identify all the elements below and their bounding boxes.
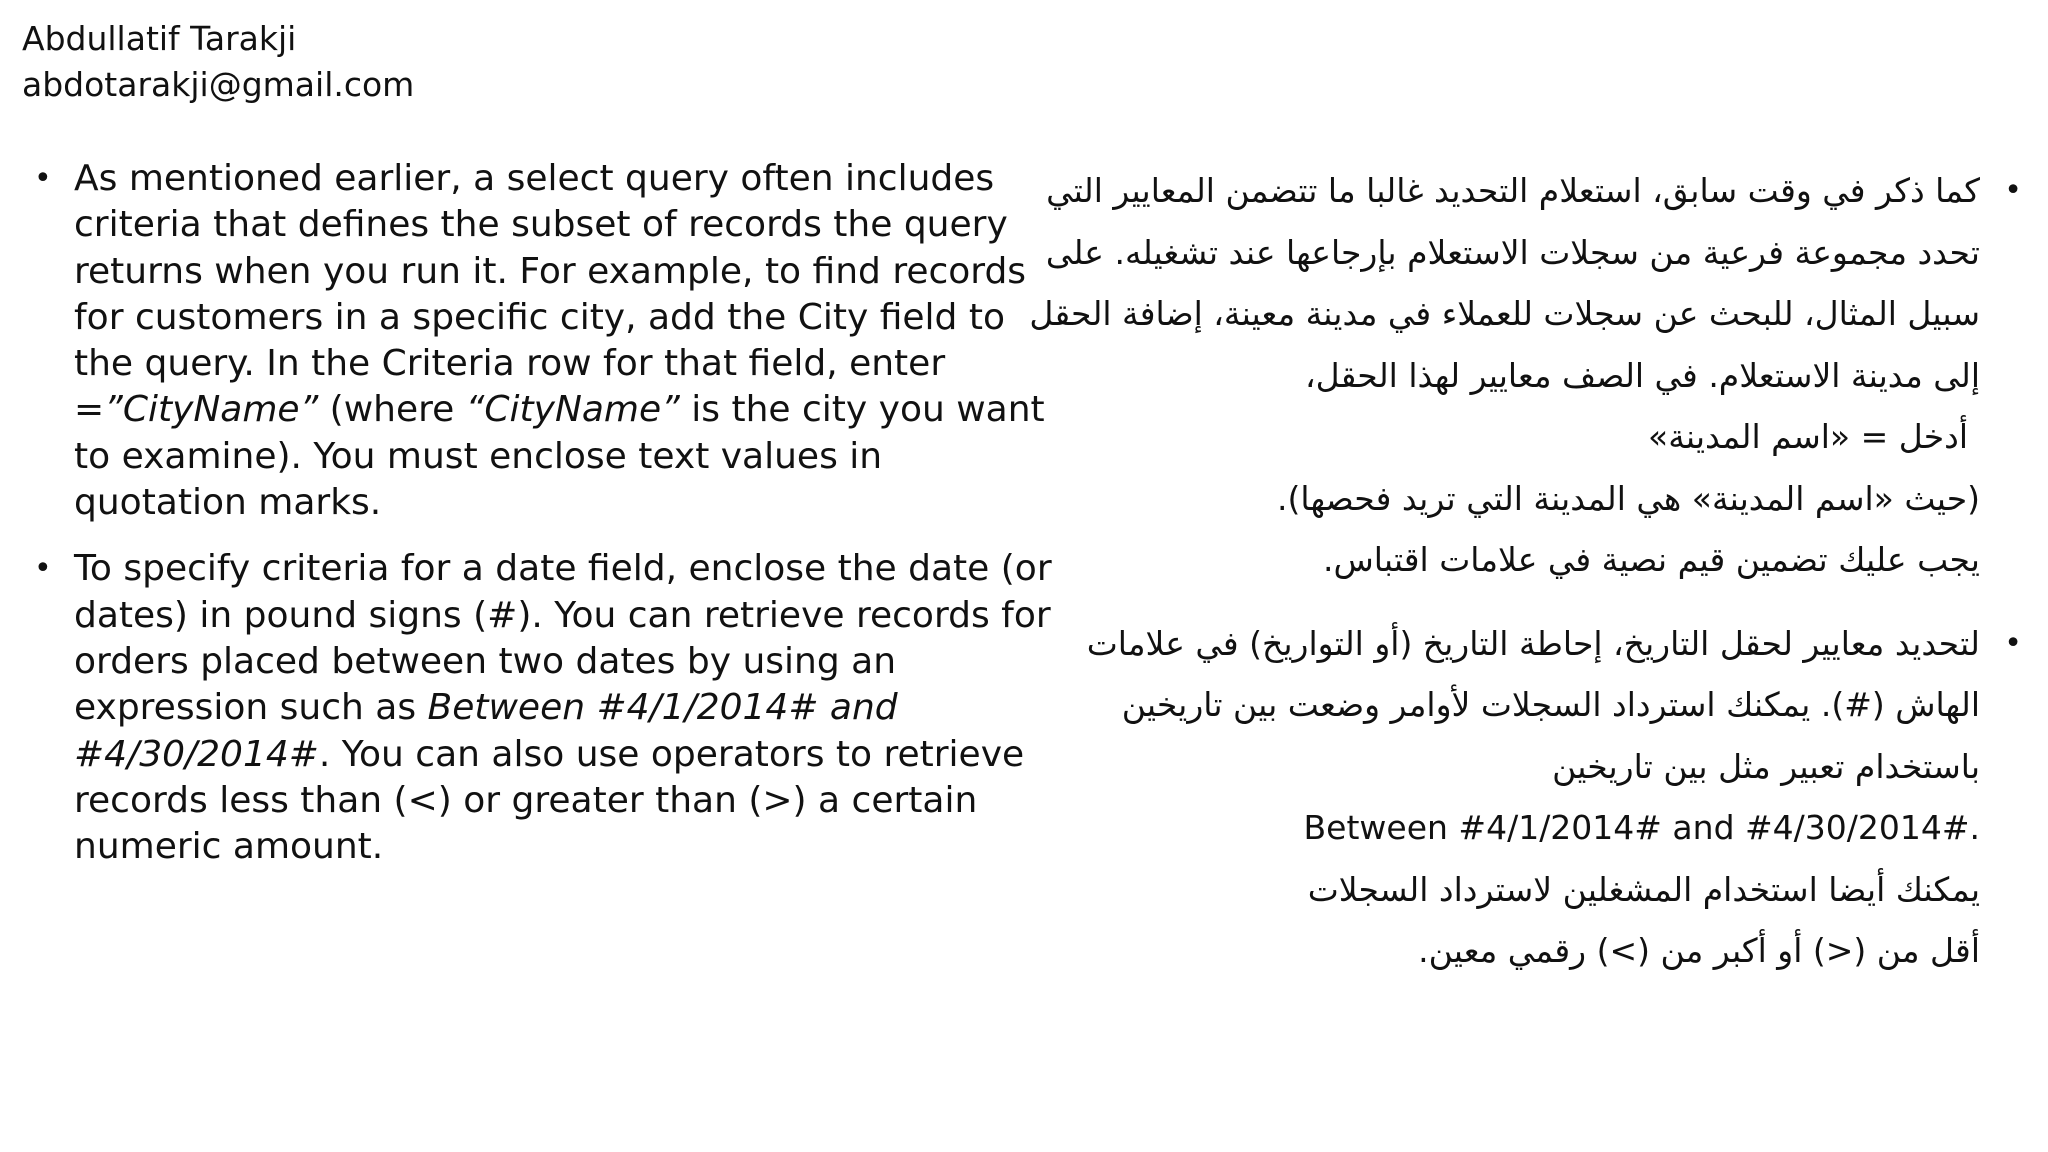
english-paragraph-2 [30, 546, 1052, 870]
english-line [74, 685, 1020, 731]
arabic-line: أقل من (<) أو أكبر من (>) رقمي معين. [1418, 931, 1980, 970]
text-segment: To specify criteria for a date field, enclose the date (or [74, 548, 1052, 590]
arabic-line: إلى مدينة الاستعلام. في الصف معايير لهذا الحقل، [1304, 355, 1980, 395]
text-segment: returns when you run it. For example, to find records [74, 250, 1027, 292]
english-line [74, 202, 1020, 248]
english-column [30, 156, 1052, 890]
text-segment: for customers in a specific city, add the City field to [74, 296, 1005, 338]
text-segment: (where [318, 389, 466, 431]
text-segment: orders placed between two dates by using an [74, 640, 897, 682]
english-line [74, 387, 1045, 433]
arabic-line: باستخدام تعبير مثل بين تاريخين [1552, 746, 1980, 786]
text-segment: criteria that defines the subset of records the query [74, 204, 1008, 246]
arabic-line [1024, 797, 1980, 859]
arabic-line: يمكنك أيضا استخدام المشغلين لاسترداد السجلات [1307, 869, 1980, 909]
english-line [74, 593, 1051, 639]
author-block [22, 16, 414, 108]
english-line [74, 639, 1020, 685]
english-paragraph-1 [30, 156, 1045, 526]
italic-text: “CityName” [465, 389, 680, 431]
english-line [74, 295, 1020, 341]
text-segment: numeric amount. [74, 826, 384, 868]
text-segment: to examine). You must enclose text values in [74, 435, 883, 477]
arabic-paragraph-1 [1024, 160, 2024, 591]
text-segment: is the city you want [679, 389, 1045, 431]
arabic-line: سبيل المثال، للبحث عن سجلات للعملاء في مدينة معينة، إضافة الحقل [1029, 294, 1980, 333]
arabic-column [1024, 160, 2024, 1004]
english-paragraph-2-text [74, 546, 1052, 870]
text-segment: the query. In the Criteria row for that field, enter [74, 343, 946, 385]
english-line [74, 546, 1052, 592]
english-line [74, 732, 1025, 778]
arabic-line: كما ذكر في وقت سابق، استعلام التحديد غالبا ما تتضمن المعايير التي [1046, 171, 1980, 210]
author-name: Abdullatif Tarakji [22, 19, 297, 58]
arabic-line: يجب عليك تضمين قيم نصية في علامات اقتباس. [1323, 540, 1980, 579]
text-segment: . You can also use operators to retrieve [318, 733, 1025, 775]
english-line [74, 480, 1020, 526]
italic-text: #4/30/2014# [74, 733, 319, 775]
arabic-line: لتحديد معايير لحقل التاريخ، إحاطة التاريخ (أو التواريخ) في علامات [1086, 623, 1980, 663]
date-expression: Between #4/1/2014# and #4/30/2014#. [1303, 808, 1980, 847]
text-segment: dates) in pound signs (#). You can retrieve records for [74, 594, 1051, 636]
arabic-line: أدخل = «اسم المدينة» [1648, 417, 1968, 456]
arabic-line: الهاش (#). يمكنك استرداد السجلات لأوامر وضعت بين تاريخين [1121, 685, 1980, 724]
text-segment: records less than (<) or greater than (>) a certain [74, 779, 978, 821]
bullet-icon: • [34, 551, 52, 587]
text-segment: As mentioned earlier, a select query often includes [74, 158, 995, 199]
italic-text: Between #4/1/2014# and [427, 687, 898, 729]
bullet-icon: • [2004, 173, 2022, 208]
arabic-line: تحدد مجموعة فرعية من سجلات الاستعلام بإرجاعها عند تشغيله. على [1045, 232, 1980, 272]
english-line [74, 341, 1020, 387]
bullet-icon: • [34, 161, 52, 196]
english-line [74, 778, 1020, 824]
text-segment: quotation marks. [74, 482, 382, 524]
arabic-paragraph-2 [1024, 613, 2024, 982]
arabic-line: (حيث «اسم المدينة» هي المدينة التي تريد فحصها). [1277, 478, 1980, 518]
english-line [74, 156, 1020, 202]
english-line [74, 434, 1020, 480]
english-line [74, 249, 1027, 295]
english-paragraph-1-text [74, 156, 1045, 526]
bullet-icon: • [2004, 625, 2022, 661]
english-line [74, 824, 1020, 870]
text-segment: expression such as [74, 687, 428, 729]
author-email: abdotarakji@gmail.com [22, 65, 415, 104]
italic-text: =”CityName” [74, 389, 319, 431]
